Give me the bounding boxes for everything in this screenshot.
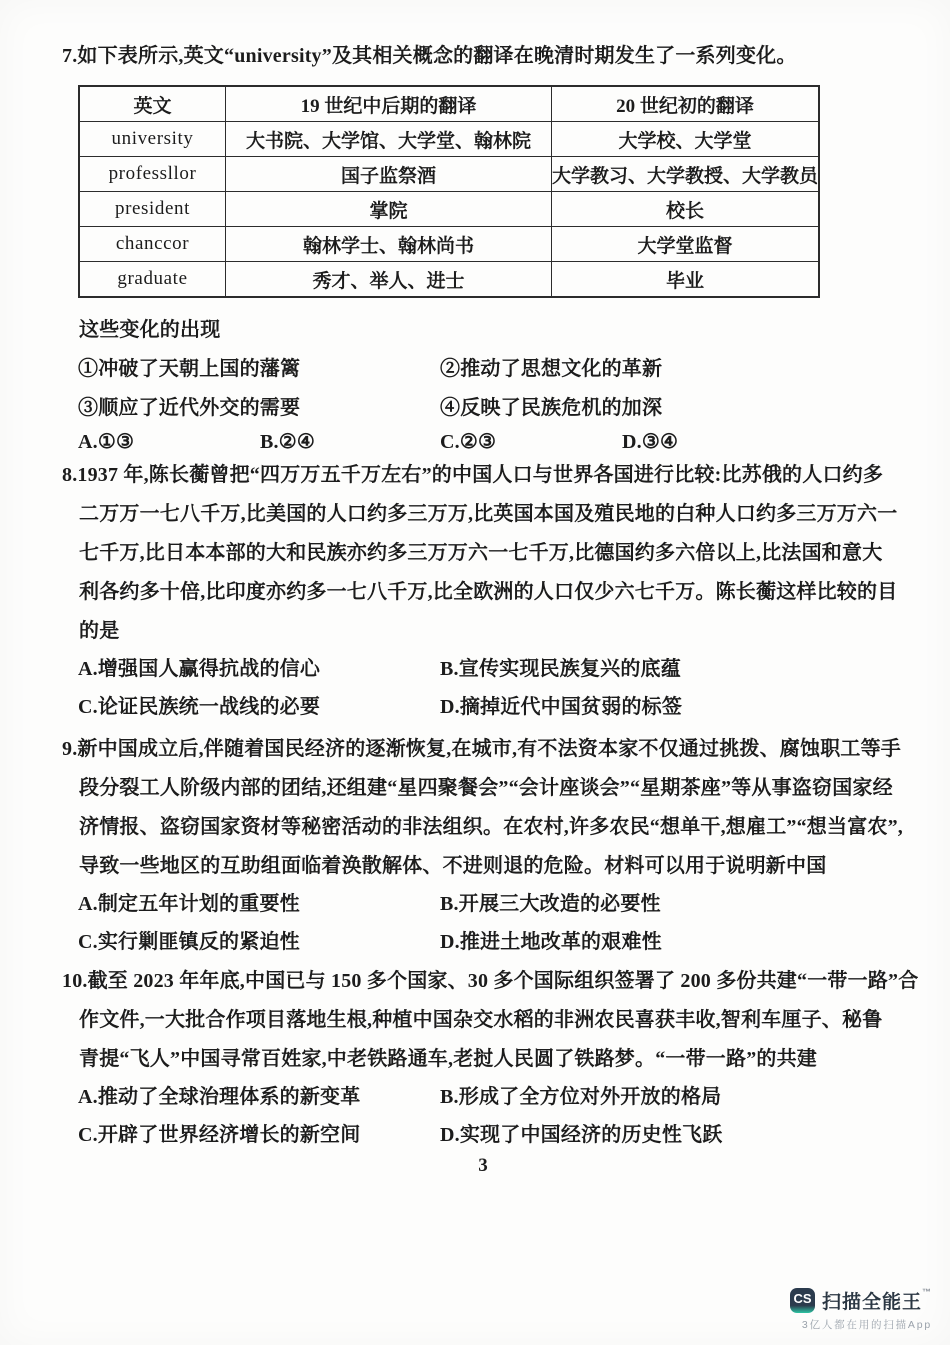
- option-a: A.①③: [78, 431, 135, 453]
- trademark-symbol: ™: [922, 1287, 932, 1297]
- question-9-options-row-2: [62, 931, 950, 954]
- question-10-line-3: 青提“飞人”中国寻常百姓家,中老铁路通车,老挝人民圆了铁路梦。“一带一路”的共建: [79, 1048, 817, 1070]
- option-d: D.推进土地改革的艰难性: [440, 931, 662, 953]
- watermark-logo-row: [790, 1287, 932, 1314]
- question-9-line-4: 导致一些地区的互助组面临着涣散解体、不进则退的危险。材料可以用于说明新中国: [79, 855, 827, 877]
- option-c: C.开辟了世界经济增长的新空间: [78, 1124, 361, 1146]
- question-9-line-2: 段分裂工人阶级内部的团结,还组建“星四聚餐会”“会计座谈会”“星期茶座”等从事盗窃国家经: [79, 777, 893, 799]
- table-cell: 秀才、举人、进士: [226, 262, 552, 298]
- watermark-subtitle: 3亿人都在用的扫描App: [801, 1319, 932, 1331]
- table-cell: 大学教习、大学教授、大学教员: [551, 157, 819, 192]
- question-9-line-1: 9.新中国成立后,伴随着国民经济的逐渐恢复,在城市,有不法资本家不仅通过挑拨、腐蚀职工等手: [62, 738, 901, 760]
- table-cell: 校长: [551, 192, 819, 227]
- option-a: A.制定五年计划的重要性: [78, 893, 300, 915]
- table-cell: professllor: [79, 157, 226, 192]
- question-8-options-row-1: [62, 658, 950, 681]
- question-7-stem: 7.如下表所示,英文“university”及其相关概念的翻译在晚清时期发生了一系列变化。: [62, 45, 797, 67]
- camscanner-logo-icon: CS: [790, 1288, 815, 1313]
- watermark-title: [822, 1287, 932, 1314]
- question-9-line-3: 济情报、盗窃国家资材等秘密活动的非法组织。在农村,许多农民“想单干,想雇工”“想当富农”,: [79, 816, 903, 838]
- question-8-line-5: 的是: [79, 620, 120, 642]
- camscanner-watermark: [790, 1287, 932, 1332]
- option-b: B.开展三大改造的必要性: [440, 893, 661, 915]
- question-8: [62, 464, 950, 719]
- table-cell: 大学堂监督: [551, 227, 819, 262]
- question-10: [62, 970, 950, 1147]
- question-10-options-row-1: [62, 1086, 950, 1109]
- question-10-line-1: 10.截至 2023 年年底,中国已与 150 多个国家、30 多个国际组织签署了 200 多份共建“一带一路”合: [62, 970, 919, 992]
- question-7-options: [62, 431, 950, 454]
- translation-table: [78, 85, 820, 298]
- question-8-line-2: 二万万一七八千万,比美国的人口约多三万万,比英国本国及殖民地的白种人口约多三万万六一: [79, 503, 898, 525]
- table-header-english: 英文: [79, 86, 226, 122]
- question-7: [62, 45, 950, 454]
- question-9-options-row-1: [62, 893, 950, 916]
- question-7-statements-row-1: [62, 358, 950, 381]
- statement-1: ①冲破了天朝上国的藩篱: [78, 358, 301, 380]
- table-cell: 掌院: [226, 192, 552, 227]
- option-b: B.形成了全方位对外开放的格局: [440, 1086, 722, 1108]
- table-row: [79, 262, 819, 298]
- question-7-followup: 这些变化的出现: [79, 319, 221, 341]
- watermark-title-text: 扫描全能王: [821, 1292, 922, 1313]
- question-9: [62, 738, 950, 954]
- option-c: C.实行剿匪镇反的紧迫性: [78, 931, 300, 953]
- question-10-options-row-2: [62, 1124, 950, 1147]
- table-header-row: [79, 86, 819, 122]
- question-8-line-1: 8.1937 年,陈长蘅曾把“四万万五千万左右”的中国人口与世界各国进行比较:比苏俄的人口约多: [62, 464, 884, 486]
- table-cell: 翰林学士、翰林尚书: [226, 227, 552, 262]
- table-header-20th-century: 20 世纪初的翻译: [551, 86, 819, 122]
- option-a: A.推动了全球治理体系的新变革: [78, 1086, 361, 1108]
- page-number: 3: [478, 1155, 488, 1176]
- option-c: C.②③: [440, 431, 497, 453]
- option-b: B.宣传实现民族复兴的底蕴: [440, 658, 681, 680]
- statement-2: ②推动了思想文化的革新: [440, 358, 663, 380]
- table-row: [79, 192, 819, 227]
- question-10-line-2: 作文件,一大批合作项目落地生根,种植中国杂交水稻的非洲农民喜获丰收,智利车厘子、秘鲁: [79, 1009, 883, 1031]
- table-cell: graduate: [79, 262, 226, 298]
- option-d: D.③④: [622, 431, 679, 453]
- table-cell: president: [79, 192, 226, 227]
- table-cell: 大学校、大学堂: [551, 122, 819, 157]
- question-7-statements-row-2: [62, 397, 950, 420]
- statement-3: ③顺应了近代外交的需要: [78, 397, 301, 419]
- table-row: [79, 122, 819, 157]
- table-row: [79, 157, 819, 192]
- option-c: C.论证民族统一战线的必要: [78, 696, 321, 718]
- table-row: [79, 227, 819, 262]
- question-8-line-4: 利各约多十倍,比印度亦约多一七八千万,比全欧洲的人口仅少六七千万。陈长蘅这样比较的目: [79, 581, 898, 603]
- option-a: A.增强国人赢得抗战的信心: [78, 658, 321, 680]
- table-cell: 毕业: [551, 262, 819, 298]
- option-d: D.摘掉近代中国贫弱的标签: [440, 696, 683, 718]
- table-cell: 国子监祭酒: [226, 157, 552, 192]
- table-cell: university: [79, 122, 226, 157]
- table-cell: chanccor: [79, 227, 226, 262]
- option-b: B.②④: [260, 431, 315, 453]
- question-8-line-3: 七千万,比日本本部的大和民族亦约多三万万六一七千万,比德国约多六倍以上,比法国和意大: [79, 542, 883, 564]
- statement-4: ④反映了民族危机的加深: [440, 397, 663, 419]
- option-d: D.实现了中国经济的历史性飞跃: [440, 1124, 723, 1146]
- table-cell: 大书院、大学馆、大学堂、翰林院: [226, 122, 552, 157]
- table-header-19th-century: 19 世纪中后期的翻译: [226, 86, 552, 122]
- question-8-options-row-2: [62, 696, 950, 719]
